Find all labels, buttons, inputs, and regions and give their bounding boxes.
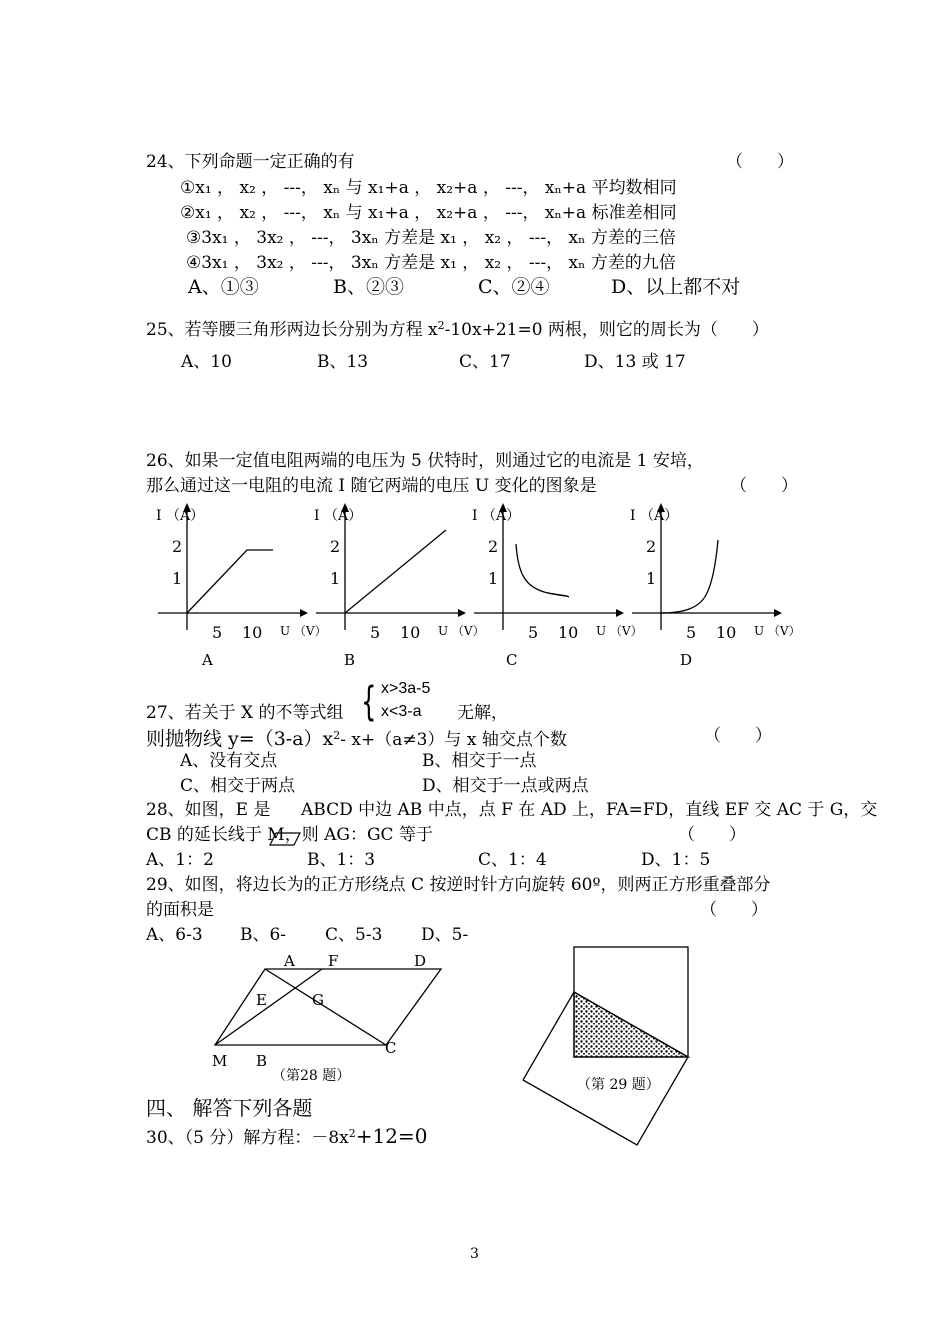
q24-answer-paren: （ ） [726, 152, 794, 172]
y-tick-2: 2 [330, 537, 341, 556]
q27-brace: { [361, 679, 377, 725]
q28-answer-paren: （ ） [678, 825, 746, 845]
figure-28 [200, 948, 460, 1088]
x-axis-label: U （V） [754, 624, 801, 638]
q26-line-1: 26、如果一定值电阻两端的电压为 5 伏特时，则通过它的电流是 1 安培， [146, 451, 704, 471]
q28-line-2: CB 的延长线于 M，则 AG：GC 等于 [146, 825, 433, 845]
graph-d-label: D [680, 651, 693, 669]
graph-d-curve [661, 540, 718, 613]
q27-inequality-2: x<3-a [381, 703, 422, 720]
y-tick-1: 1 [646, 569, 657, 588]
y-tick-1: 1 [330, 569, 341, 588]
x-tick-5: 5 [212, 623, 223, 642]
q25-stem [146, 316, 769, 340]
q24-statement-4: ④3x₁ ， 3x₂ ， ---， 3xₙ 方差是 x₁ ， x₂ ， ---， xₙ 方差的九倍 [186, 253, 676, 273]
label-f: F [328, 952, 339, 970]
q27-option-a: A、没有交点 [180, 751, 278, 771]
line-mf [215, 969, 322, 1045]
q30-exponent: 2 [348, 1127, 356, 1140]
label-c: C [385, 1039, 397, 1057]
q24-option-d: D、以上都不对 [611, 276, 741, 298]
q27-option-c: C、相交于两点 [180, 776, 296, 796]
label-d: D [414, 952, 427, 970]
parallelogram-icon [268, 831, 302, 847]
q29-option-b: B、6- [240, 925, 287, 945]
q26-graph-c [466, 500, 643, 675]
q26-answer-paren: （ ） [730, 476, 798, 496]
q28-option-b: B、1：3 [307, 850, 376, 870]
graph-c-tail [548, 593, 567, 596]
x-tick-10: 10 [242, 623, 263, 642]
x-tick-10: 10 [716, 623, 737, 642]
y-axis-label: I （A） [630, 508, 679, 524]
q28-line-1-pre: 28、如图，E 是 [146, 800, 271, 820]
q27-answer-paren: （ ） [704, 726, 772, 746]
q27-option-d: D、相交于一点或两点 [422, 776, 589, 796]
parallelogram-abcd [215, 969, 441, 1045]
label-b: B [256, 1052, 268, 1070]
x-axis-arrow [616, 609, 624, 617]
label-m: M [212, 1052, 228, 1070]
x-axis-label: U （V） [596, 624, 643, 638]
q28-option-d: D、1：5 [641, 850, 711, 870]
q27-stem: 27、若关于 X 的不等式组 [146, 703, 344, 723]
q26-line-2: 那么通过这一电阻的电流 I 随它两端的电压 U 变化的图象是 [146, 476, 597, 496]
q30 [146, 1122, 427, 1150]
graph-a-label: A [202, 651, 213, 669]
graph-c-curve [516, 544, 569, 597]
q29-option-d: D、5- [421, 925, 469, 945]
q26-graph-d [624, 500, 801, 675]
figure-28-caption: （第28 题） [272, 1068, 351, 1084]
q27-no-solution: 无解， [457, 703, 508, 723]
q24-option-c: C、②④ [478, 276, 550, 298]
figure-29-caption: （第 29 题） [577, 1077, 660, 1093]
q27-option-b: B、相交于一点 [422, 751, 537, 771]
x-axis-label: U （V） [280, 624, 327, 638]
q30-post: +12=0 [355, 1124, 428, 1148]
label-g: G [312, 991, 324, 1009]
y-tick-1: 1 [488, 569, 499, 588]
q29-option-a: A、6-3 [146, 925, 203, 945]
page-number: 3 [470, 1246, 479, 1262]
q24-statement-2: ②x₁ ， x₂ ， ---， xₙ 与 x₁+a ， x₂+a ， ---， xₙ+a 标准差相同 [180, 203, 677, 223]
q27-line-2 [146, 726, 567, 750]
q27-line-2-post: - x+（a≠3）与 x 轴交点个数 [340, 730, 567, 750]
x-tick-10: 10 [400, 623, 421, 642]
label-a: A [284, 952, 295, 970]
overlap-region [574, 992, 688, 1057]
section-4-title: 四、 解答下列各题 [146, 1096, 313, 1120]
q25-stem-post: -10x+21=0 两根，则它的周长为（ ） [444, 320, 769, 340]
y-tick-2: 2 [488, 537, 499, 556]
label-e: E [256, 991, 267, 1009]
y-tick-2: 2 [646, 537, 657, 556]
q25-exponent: 2 [437, 319, 445, 332]
q28-option-a: A、1：2 [146, 850, 214, 870]
q28-option-c: C、1：4 [478, 850, 547, 870]
x-axis-arrow [458, 609, 466, 617]
q24-stem: 24、下列命题一定正确的有 [146, 152, 355, 172]
x-tick-10: 10 [558, 623, 579, 642]
q24-statement-1: ①x₁ ， x₂ ， ---， xₙ 与 x₁+a ， x₂+a ， ---， xₙ+a 平均数相同 [180, 178, 677, 198]
x-axis-arrow [300, 609, 308, 617]
y-axis-label: I （A） [314, 508, 363, 524]
q24-option-a: A、①③ [188, 276, 259, 298]
x-axis-label: U （V） [438, 624, 485, 638]
q25-option-b: B、13 [317, 352, 369, 372]
q29-answer-paren: （ ） [700, 900, 768, 920]
graph-b-curve [345, 530, 446, 613]
graph-a-curve [187, 550, 273, 613]
q25-option-a: A、10 [181, 352, 232, 372]
y-tick-2: 2 [172, 537, 183, 556]
q24-option-b: B、②③ [333, 276, 404, 298]
q28-line-1-post: ABCD 中边 AB 中点，点 F 在 AD 上，FA=FD，直线 EF 交 AC 于 G，交 [301, 800, 878, 820]
y-axis-label: I （A） [156, 508, 205, 524]
q24-statement-3: ③3x₁ ， 3x₂ ， ---， 3xₙ 方差是 x₁ ， x₂ ， ---， xₙ 方差的三倍 [186, 228, 676, 248]
y-tick-1: 1 [172, 569, 183, 588]
q27-line-2-pre: 则抛物线 y=（3-a）x [146, 728, 334, 750]
q30-pre: 30、（5 分）解方程：－8x [146, 1128, 349, 1148]
q27-inequality-1: x>3a-5 [381, 680, 431, 697]
q29-line-2: 的面积是 [146, 900, 214, 920]
q26-graph-a [150, 500, 327, 675]
y-axis-label: I （A） [472, 508, 521, 524]
q27-exponent: 2 [333, 729, 341, 742]
q25-option-c: C、17 [459, 352, 511, 372]
figure-29 [515, 935, 715, 1165]
q26-graph-b [308, 500, 485, 675]
q29-line-1: 29、如图，将边长为的正方形绕点 C 按逆时针方向旋转 60º，则两正方形重叠部分 [146, 875, 771, 895]
diagonal-ac [265, 969, 386, 1045]
x-axis-arrow [774, 609, 782, 617]
graph-b-label: B [344, 651, 356, 669]
graph-c-label: C [506, 651, 518, 669]
q29-option-c: C、5-3 [325, 925, 383, 945]
x-tick-5: 5 [528, 623, 539, 642]
q25-stem-pre: 25、若等腰三角形两边长分别为方程 x [146, 320, 438, 340]
x-tick-5: 5 [370, 623, 381, 642]
x-tick-5: 5 [686, 623, 697, 642]
q25-option-d: D、13 或 17 [584, 352, 686, 372]
